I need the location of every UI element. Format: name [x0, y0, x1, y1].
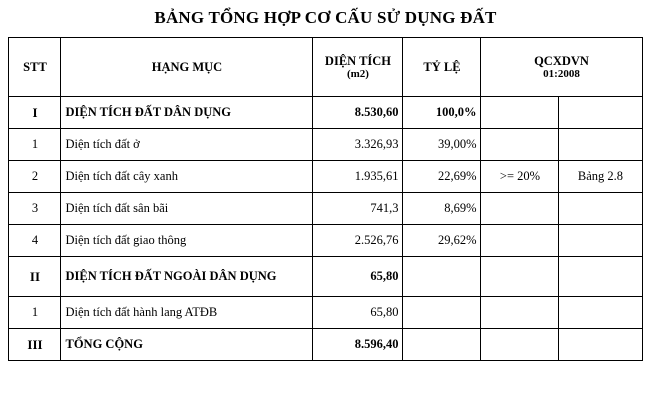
row-item: DIỆN TÍCH ĐẤT NGOÀI DÂN DỤNG — [61, 257, 313, 297]
table-row — [9, 329, 642, 361]
row-standard — [481, 257, 559, 297]
row-stt: II — [9, 257, 61, 297]
row-stt: III — [9, 329, 61, 361]
column-header-standard-line1: QCXDVN — [534, 53, 589, 68]
row-rate — [403, 297, 481, 329]
row-area: 741,3 — [313, 193, 403, 225]
column-header-standard — [481, 38, 642, 97]
page-title: BẢNG TỔNG HỢP CƠ CẤU SỬ DỤNG ĐẤT — [154, 8, 497, 27]
row-area: 1.935,61 — [313, 161, 403, 193]
row-note — [559, 329, 642, 361]
row-item: Diện tích đất hành lang ATĐB — [61, 297, 313, 329]
row-stt: 2 — [9, 161, 61, 193]
column-header-rate: TỶ LỆ — [403, 38, 481, 97]
row-area: 2.526,76 — [313, 225, 403, 257]
row-standard — [481, 329, 559, 361]
row-note — [559, 225, 642, 257]
row-note — [559, 297, 642, 329]
row-standard — [481, 297, 559, 329]
document-page — [0, 8, 651, 412]
table-row — [9, 97, 642, 129]
row-standard — [481, 193, 559, 225]
row-standard — [481, 129, 559, 161]
row-rate: 39,00% — [403, 129, 481, 161]
row-area: 65,80 — [313, 297, 403, 329]
row-stt: I — [9, 97, 61, 129]
row-item: DIỆN TÍCH ĐẤT DÂN DỤNG — [61, 97, 313, 129]
row-standard — [481, 97, 559, 129]
row-note: Bảng 2.8 — [559, 161, 642, 193]
land-use-summary-table — [8, 37, 642, 361]
row-item: Diện tích đất cây xanh — [61, 161, 313, 193]
table-row — [9, 193, 642, 225]
row-note — [559, 257, 642, 297]
row-rate — [403, 329, 481, 361]
column-header-area — [313, 38, 403, 97]
row-item: TỔNG CỘNG — [61, 329, 313, 361]
row-note — [559, 129, 642, 161]
row-area: 8.530,60 — [313, 97, 403, 129]
row-standard — [481, 225, 559, 257]
row-rate: 22,69% — [403, 161, 481, 193]
table-header — [9, 38, 642, 97]
column-header-stt: STT — [9, 38, 61, 97]
row-stt: 1 — [9, 297, 61, 329]
column-header-area-label: DIỆN TÍCH — [324, 53, 392, 68]
row-area: 65,80 — [313, 257, 403, 297]
row-rate: 8,69% — [403, 193, 481, 225]
row-item: Diện tích đất sân bãi — [61, 193, 313, 225]
row-rate — [403, 257, 481, 297]
row-area: 3.326,93 — [313, 129, 403, 161]
row-rate: 29,62% — [403, 225, 481, 257]
table-row — [9, 257, 642, 297]
row-stt: 4 — [9, 225, 61, 257]
row-standard: >= 20% — [481, 161, 559, 193]
column-header-area-unit: (m2) — [346, 67, 369, 80]
row-rate: 100,0% — [403, 97, 481, 129]
row-stt: 3 — [9, 193, 61, 225]
table-row — [9, 161, 642, 193]
row-stt: 1 — [9, 129, 61, 161]
column-header-item: HẠNG MỤC — [61, 38, 313, 97]
table-row — [9, 225, 642, 257]
table-row — [9, 297, 642, 329]
table-header-row — [9, 38, 642, 97]
row-note — [559, 97, 642, 129]
row-area: 8.596,40 — [313, 329, 403, 361]
row-item: Diện tích đất ở — [61, 129, 313, 161]
table-body — [9, 97, 642, 361]
table-row — [9, 129, 642, 161]
column-header-standard-line2: 01:2008 — [543, 67, 580, 80]
row-item: Diện tích đất giao thông — [61, 225, 313, 257]
row-note — [559, 193, 642, 225]
